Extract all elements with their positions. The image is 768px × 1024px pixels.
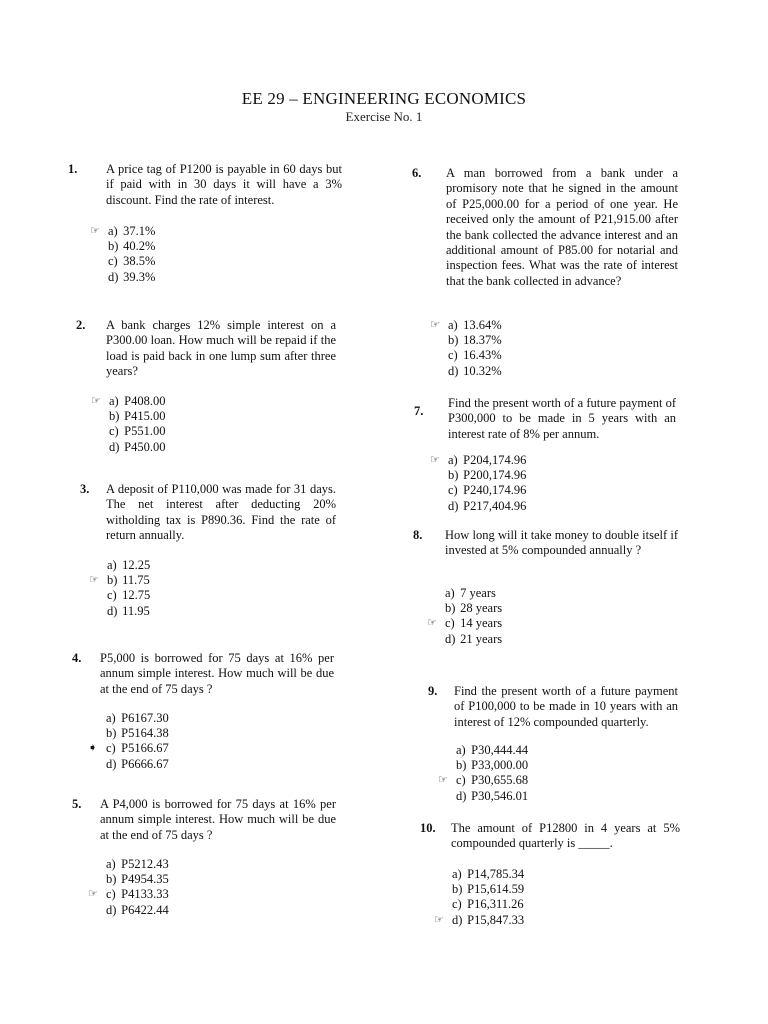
question-number: 5. <box>72 797 82 811</box>
question-number: 3. <box>80 482 90 496</box>
question-6 <box>412 166 678 381</box>
answer-pointer-icon: ☞ <box>91 395 101 407</box>
choice[interactable]: d) P217,404.96 <box>448 498 527 513</box>
choice-list <box>88 857 169 918</box>
question-number: 2. <box>76 318 86 332</box>
choice-list <box>430 453 527 514</box>
choice-list <box>434 867 525 928</box>
answer-pointer-icon: ☞ <box>434 913 444 926</box>
choice[interactable]: a) 12.25 <box>107 558 151 572</box>
choice[interactable]: ☞ c) P30,655.68 <box>438 773 529 788</box>
question-text: P5,000 is borrowed for 75 days at 16% per annum simple interest. How much will be due at the end of 75 days ? <box>100 651 334 696</box>
choice-list <box>427 586 503 647</box>
question-text: A bank charges 12% simple interest on a P300.00 loan. How much will be repaid if the load is paid back in one lump sum after three years? <box>106 318 336 379</box>
choice[interactable]: d) P6422.44 <box>106 902 169 917</box>
choice[interactable]: c) P16,311.26 <box>452 897 524 912</box>
question-number: 10. <box>420 821 436 835</box>
question-text: A price tag of P1200 is payable in 60 days but if paid with in 30 days it will have a 3% discount. Find the rate of interest. <box>106 162 342 207</box>
question-text: A man borrowed from a bank under a promisory note that he signed in the amount of P25,000.00 for a period of one year. He received only the amount of P21,915.00 after the bank collected the advance interest and an additional amount of P85.00 for notarial and inspection fees. What was the rate of interest that the bank collected in advance? <box>446 166 678 288</box>
question-text: The amount of P12800 in 4 years at 5% compounded quarterly is _____. <box>451 821 680 851</box>
choice[interactable]: ☞ a) 13.64% <box>430 318 502 332</box>
question-1 <box>68 162 342 292</box>
question-text: A deposit of P110,000 was made for 31 days. The net interest after deducting 20% witholding tax is P890.36. Find the rate of return annually. <box>106 482 336 543</box>
question-number: 9. <box>428 684 438 698</box>
choice[interactable]: ➧ c) P5166.67 <box>88 741 169 756</box>
answer-pointer-icon: ☞ <box>430 454 440 466</box>
choice[interactable]: ☞ c) 14 years <box>427 616 503 631</box>
question-4 <box>72 651 334 781</box>
question-9 <box>428 684 678 806</box>
answer-pointer-icon: ☞ <box>438 774 448 787</box>
choice[interactable]: d) 10.32% <box>448 363 502 378</box>
question-text: Find the present worth of a future payment of P100,000 to be made in 10 years with an interest of 12% compounded quarterly. <box>454 684 678 729</box>
choice[interactable]: b) 18.37% <box>448 333 502 348</box>
choice[interactable]: ☞ a) P204,174.96 <box>430 453 527 467</box>
choice[interactable]: c) 12.75 <box>107 588 151 603</box>
choice[interactable]: b) 28 years <box>445 601 503 616</box>
choice[interactable]: ☞ b) 11.75 <box>89 573 150 588</box>
choice[interactable]: c) 16.43% <box>448 348 502 363</box>
choice[interactable]: ☞ a) 37.1% <box>90 224 156 238</box>
question-number: 1. <box>68 162 78 176</box>
choice[interactable]: d) P450.00 <box>109 439 166 454</box>
choice[interactable]: b) 40.2% <box>108 239 156 254</box>
choice[interactable]: d) 11.95 <box>107 603 150 618</box>
choice[interactable]: d) P6666.67 <box>106 756 169 771</box>
answer-pointer-icon: ☞ <box>89 574 99 587</box>
answer-pointer-icon: ☞ <box>427 617 437 630</box>
choice-list <box>90 224 156 285</box>
question-2 <box>76 318 336 458</box>
choice[interactable]: b) P200,174.96 <box>448 468 527 483</box>
choice[interactable]: b) P33,000.00 <box>456 758 529 773</box>
answer-pointer-icon: ☞ <box>90 225 100 237</box>
question-number: 6. <box>412 166 422 180</box>
choice[interactable]: b) P5164.38 <box>106 726 169 741</box>
choice-list <box>91 394 166 455</box>
choice[interactable]: b) P4954.35 <box>106 872 169 887</box>
choice[interactable]: d) P30,546.01 <box>456 788 529 803</box>
question-3 <box>80 482 336 622</box>
question-10 <box>420 821 680 933</box>
answer-pointer-icon: ☞ <box>430 319 440 331</box>
answer-arrow-icon: ➧ <box>88 742 98 755</box>
choice[interactable]: a) P14,785.34 <box>452 867 525 881</box>
choice-list <box>438 743 529 804</box>
choice[interactable]: b) P15,614.59 <box>452 882 525 897</box>
choice[interactable]: ☞ a) P408.00 <box>91 394 166 408</box>
choice[interactable]: a) 7 years <box>445 586 496 600</box>
question-text: A P4,000 is borrowed for 75 days at 16% per annum simple interest. How much will be due at the end of 75 days ? <box>100 797 336 842</box>
choice[interactable]: a) P6167.30 <box>106 711 169 725</box>
question-text: How long will it take money to double itself if invested at 5% compounded annually ? <box>445 528 678 558</box>
choice[interactable]: ☞ d) P15,847.33 <box>434 912 525 927</box>
choice[interactable]: b) P415.00 <box>109 409 166 424</box>
question-number: 4. <box>72 651 82 665</box>
choice-list <box>430 318 502 379</box>
choice[interactable]: c) P240,174.96 <box>448 483 527 498</box>
choice[interactable]: c) P551.00 <box>109 424 166 439</box>
choice[interactable]: d) 21 years <box>445 631 503 646</box>
choice-list <box>88 711 169 772</box>
choice[interactable]: d) 39.3% <box>108 269 156 284</box>
question-number: 7. <box>414 404 424 418</box>
answer-pointer-icon: ☞ <box>88 888 98 901</box>
choice[interactable]: a) P30,444.44 <box>456 743 529 757</box>
question-7 <box>414 396 676 516</box>
choice[interactable]: ☞ c) P4133.33 <box>88 887 169 902</box>
question-5 <box>72 797 336 927</box>
page-title: EE 29 – ENGINEERING ECONOMICS <box>241 89 527 108</box>
page-subtitle: Exercise No. 1 <box>345 109 423 124</box>
choice-list <box>89 558 151 619</box>
choice[interactable]: a) P5212.43 <box>106 857 169 871</box>
question-text: Find the present worth of a future payment of P300,000 to be made in 5 years with an interest rate of 8% per annum. <box>448 396 676 441</box>
choice[interactable]: c) 38.5% <box>108 254 156 269</box>
question-8 <box>413 528 678 653</box>
question-number: 8. <box>413 528 423 542</box>
